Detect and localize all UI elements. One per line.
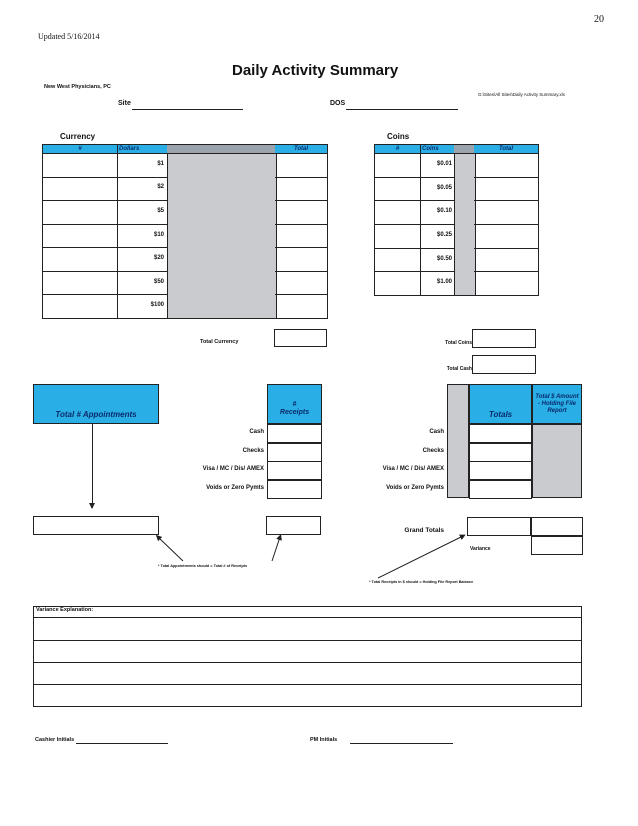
currency-denomination: $100 [150, 302, 164, 309]
receipts-row-label: Cash [249, 429, 264, 435]
currency-denomination: $50 [153, 278, 164, 285]
coins-denomination: $0.05 [436, 184, 452, 191]
receipts-header-line1: # [292, 401, 297, 408]
receipts-row-label: Visa / MC / Dis/ AMEX [202, 466, 264, 472]
coins-title: Coins [387, 132, 410, 141]
receipts-row-label: Checks [242, 447, 264, 454]
form-title: Daily Activity Summary [232, 62, 399, 79]
receipts-note: * Total Receipts in $ should = Holding File Report Balance [369, 580, 474, 584]
currency-denomination: $20 [153, 255, 164, 262]
holding-header: Total $ Amount - Holding File Report [532, 384, 582, 424]
currency-denomination: $5 [157, 207, 164, 214]
variance-explanation-box[interactable] [33, 606, 582, 707]
pm-initials-label: PM Initials [310, 737, 338, 743]
currency-total-header: Total [275, 145, 327, 153]
total-currency-label: Total Currency [200, 339, 239, 345]
cashier-initials-field[interactable] [76, 737, 168, 744]
totals-header: Totals [469, 384, 532, 424]
appointments-note: * Total Appointments should = Total # of Receipts [158, 564, 248, 568]
currency-denomination: $2 [157, 184, 164, 191]
variance-label: Variance [470, 546, 491, 552]
coins-denomination: $0.10 [436, 208, 452, 215]
receipts-row-label: Voids or Zero Pymts [206, 484, 264, 491]
coins-denomination: $0.01 [436, 160, 452, 167]
total-cash-label: Total Cash [446, 366, 472, 372]
dos-label: DOS [330, 100, 346, 107]
coins-denomination: $0.25 [436, 231, 452, 238]
coins-denom-header: Coins [420, 145, 454, 153]
currency-dollars-header: Dollars [117, 145, 167, 153]
variance-explanation-label: Variance Explanation: [36, 607, 94, 613]
pm-initials-field[interactable] [350, 737, 453, 744]
updated-date: Updated 5/16/2014 [38, 32, 100, 41]
coins-count-header: # [375, 145, 420, 153]
totals-row-label: Cash [429, 429, 444, 435]
org-name: New West Physicians, PC [44, 84, 111, 90]
totals-row-label: Voids or Zero Pymts [386, 484, 444, 491]
currency-count-header: # [43, 145, 117, 153]
currency-title: Currency [60, 132, 96, 141]
currency-denomination: $10 [153, 231, 164, 238]
totals-row-label: Visa / MC / Dis/ AMEX [382, 466, 444, 472]
coins-denomination: $0.50 [436, 255, 452, 262]
site-label: Site [118, 100, 131, 107]
coins-denomination: $1.00 [436, 279, 452, 286]
receipts-note-arrow [272, 537, 280, 561]
currency-denomination: $1 [157, 160, 164, 167]
appointments-note-arrow [158, 537, 183, 561]
totals-note-arrow [378, 536, 463, 578]
file-path: G:\Sites\All Sites\Daily Activity Summary.xls [478, 92, 565, 97]
totals-row-label: Checks [422, 447, 444, 454]
page-number: 20 [594, 14, 604, 25]
receipts-header-line2: Receipts [279, 409, 310, 416]
grand-totals-label: Grand Totals [404, 527, 444, 534]
total-coins-label: Total Coins [445, 340, 472, 346]
appointments-header: Total # Appointments [33, 384, 159, 424]
coins-total-header: Total [474, 145, 538, 153]
cashier-initials-label: Cashier Initials [35, 737, 75, 743]
